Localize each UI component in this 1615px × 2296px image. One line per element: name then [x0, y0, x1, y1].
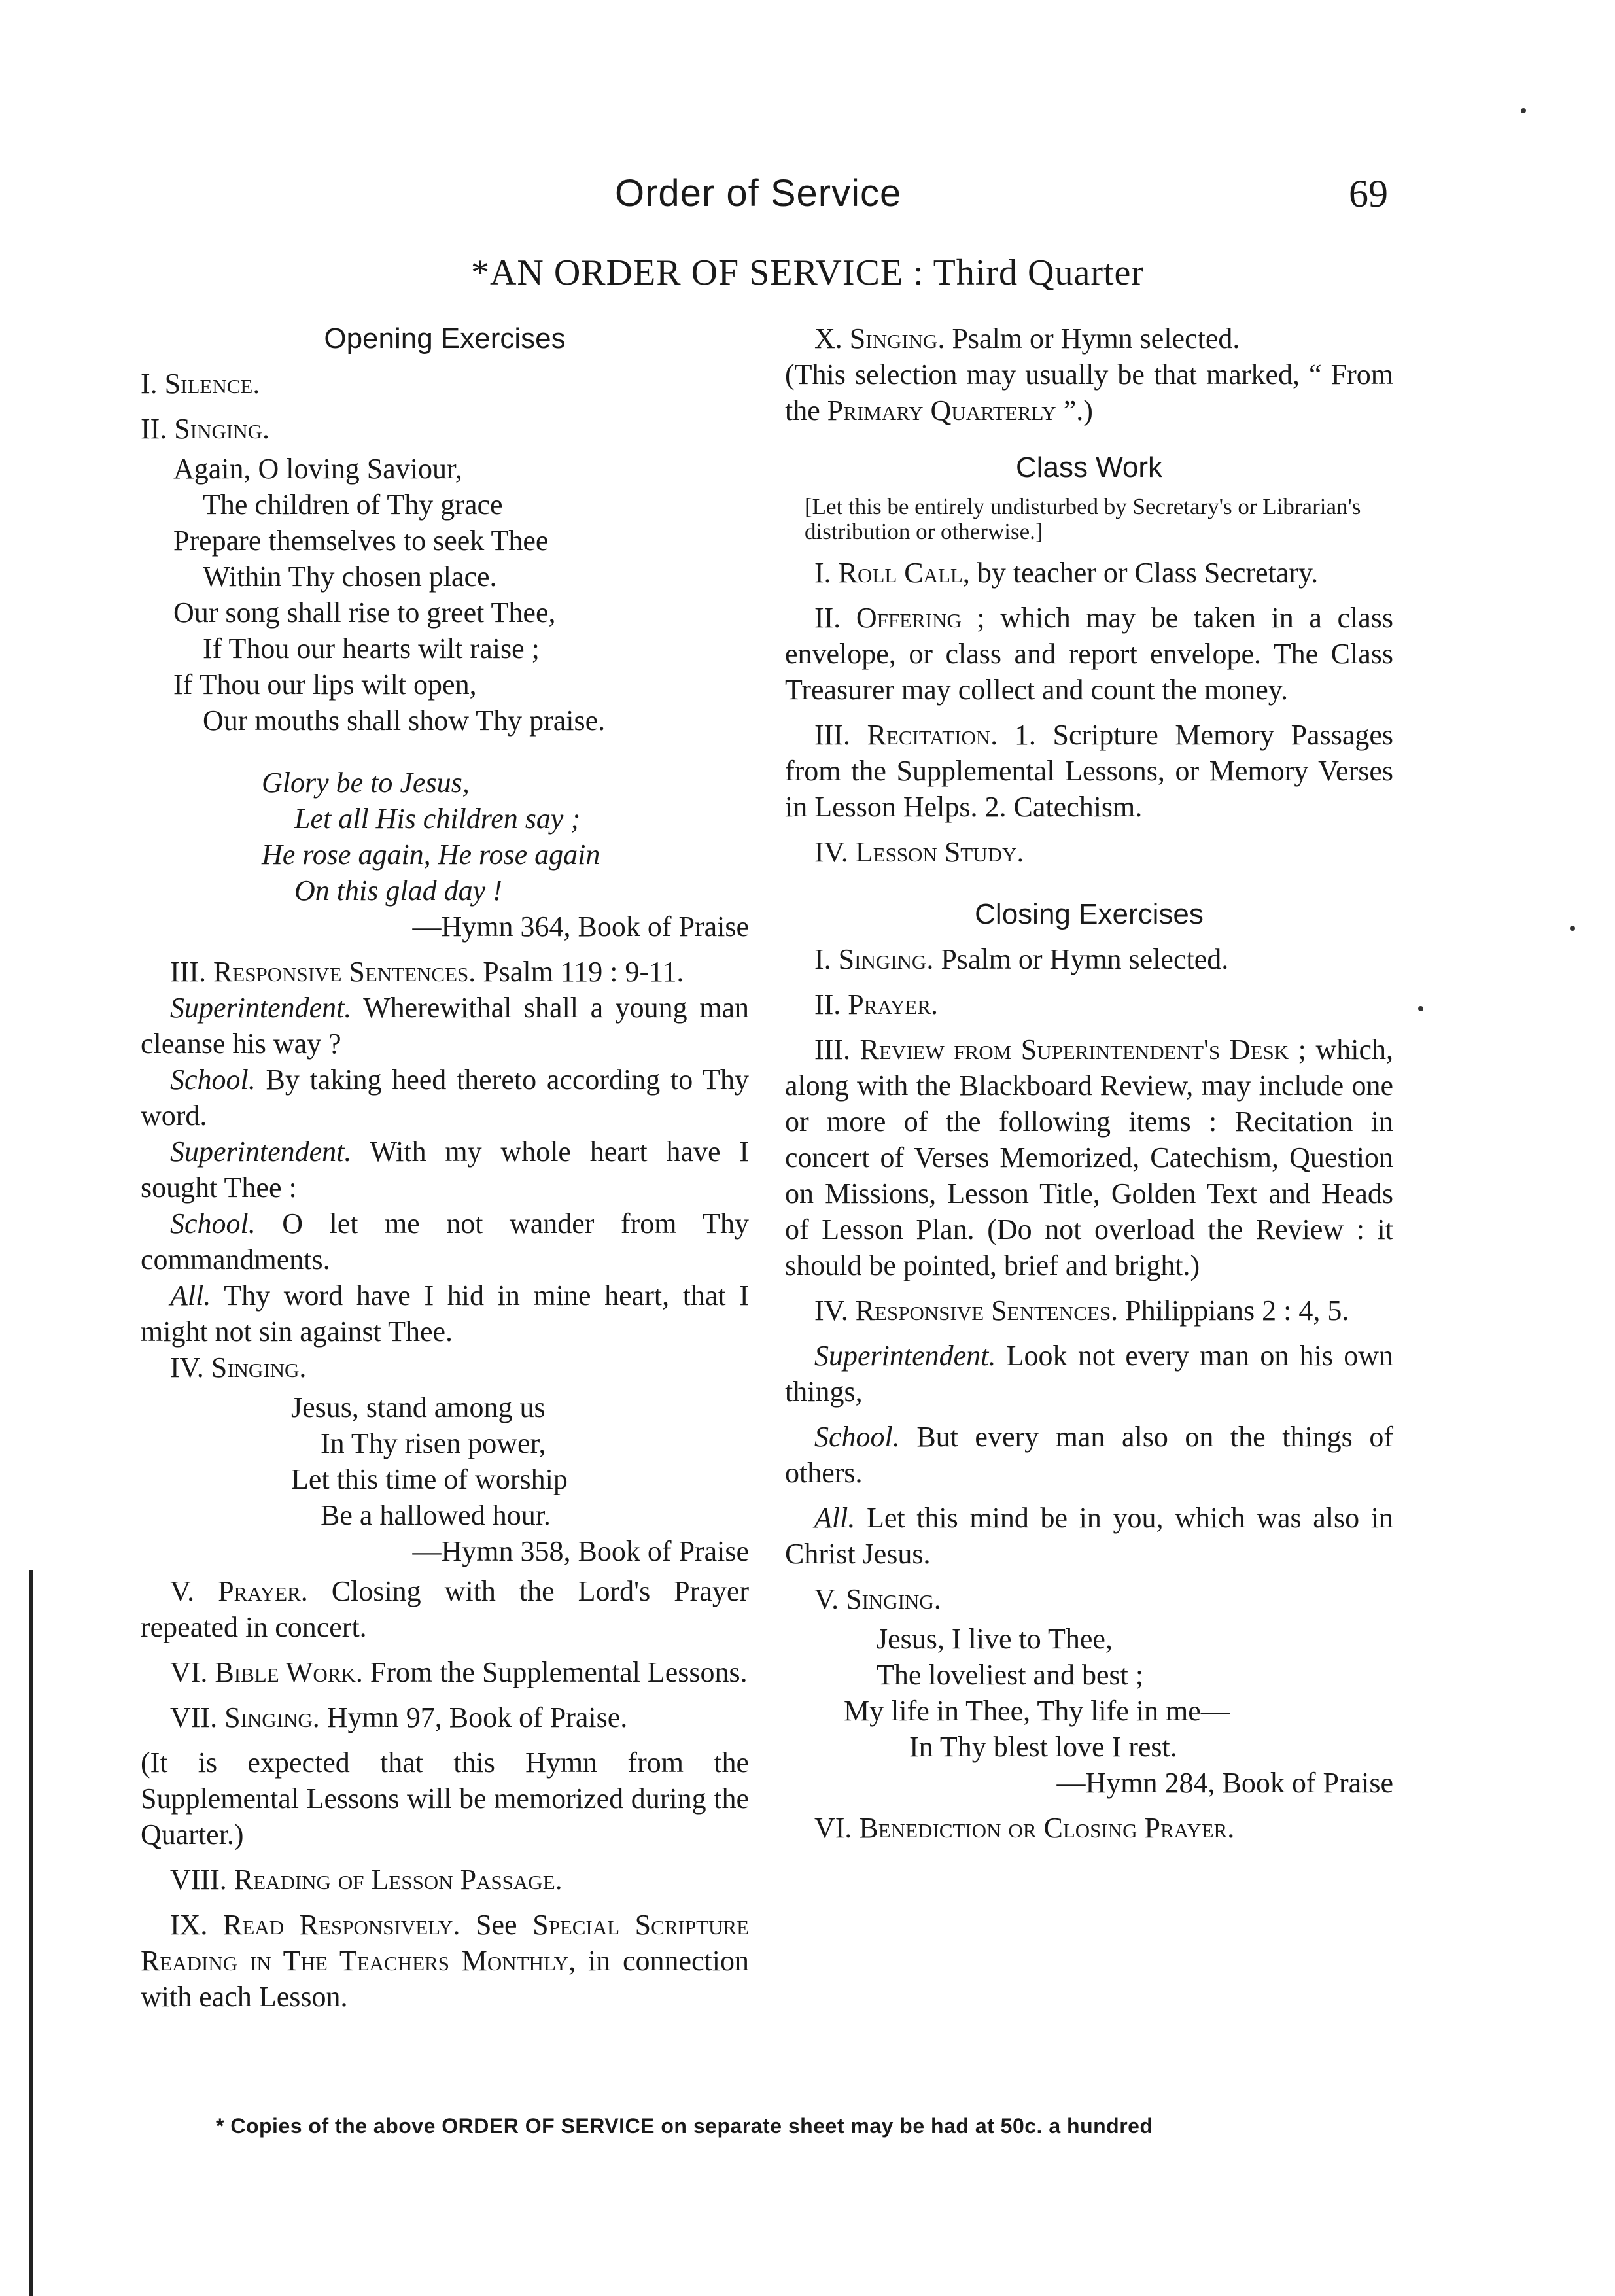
chorus-line: He rose again, He rose again	[262, 839, 600, 871]
hymn-line: The children of Thy grace	[203, 489, 503, 521]
item-text: in connection with each Lesson.	[141, 1945, 749, 2013]
hymn-line: Jesus, I live to Thee,	[877, 1623, 1113, 1655]
item-label: IV. Responsive Sentences.	[814, 1295, 1119, 1327]
scripture-reference: Psalm 119 : 9-11.	[483, 956, 684, 988]
closing-exercises-heading: Closing Exercises	[975, 898, 1204, 930]
hymn-attribution: —Hymn 358, Book of Praise	[412, 1535, 749, 1567]
item-recitation	[785, 717, 1393, 825]
responsive-line	[141, 990, 749, 1062]
item-singing: II. Singing.	[141, 413, 269, 445]
item-reading: VIII. Reading of Lesson Passage.	[170, 1864, 563, 1896]
class-work-heading: Class Work	[1015, 451, 1163, 483]
item-singing-x	[785, 321, 1393, 357]
item-singing-iv: IV. Singing.	[170, 1351, 307, 1383]
item-text: Hymn 97, Book of Praise.	[326, 1701, 628, 1733]
item-text: Psalm or Hymn selected.	[941, 943, 1229, 975]
hymn-line: Our mouths shall show Thy praise.	[203, 704, 606, 737]
responsive-line	[785, 1338, 1393, 1410]
response-text: Look not every man on his own things,	[785, 1340, 1393, 1408]
item-closing-prayer: II. Prayer.	[814, 988, 938, 1020]
chorus-line: On this glad day !	[294, 875, 502, 907]
hymn-line: Within Thy chosen place.	[203, 561, 497, 593]
response-text: Wherewithal shall a young man cleanse his way ?	[141, 992, 749, 1060]
item-text: which may be taken in a class envelope, or class and report envelope. The Class Treasurer may collect and count the money.	[785, 602, 1394, 706]
note-text: ”.)	[1063, 394, 1093, 426]
speaker: All.	[814, 1502, 856, 1534]
item-bible-work	[141, 1654, 749, 1690]
response-text: Thy word have I hid in mine heart, that I might not sin against Thee.	[141, 1279, 749, 1348]
speaker: All.	[170, 1279, 211, 1312]
hymn-line: Be a hallowed hour.	[321, 1499, 551, 1531]
item-roll-call	[785, 555, 1393, 591]
speaker: Superintendent.	[170, 992, 352, 1024]
scripture-reference: Philippians 2 : 4, 5.	[1125, 1295, 1349, 1327]
hymn-line: Again, O loving Saviour,	[173, 453, 462, 485]
item-text: See	[475, 1909, 517, 1941]
item-text: Psalm or Hymn selected.	[952, 322, 1240, 355]
item-label: III. Recitation.	[814, 719, 998, 751]
hymn-line: In Thy risen power,	[321, 1427, 546, 1459]
hymn-line: If Thou our lips wilt open,	[173, 669, 477, 701]
hymn-line: My life in Thee, Thy life in me—	[844, 1695, 1230, 1727]
hymn-line: Let this time of worship	[291, 1463, 568, 1495]
item-label: X. Singing.	[814, 322, 945, 355]
item-silence: I. Silence.	[141, 368, 260, 400]
left-column	[141, 321, 749, 2015]
response-text: With my whole heart have I sought Thee :	[141, 1136, 749, 1204]
hymn-1-chorus	[141, 765, 749, 909]
opening-exercises-heading: Opening Exercises	[324, 322, 566, 355]
item-responsive-sentences	[141, 954, 749, 990]
item-singing-vii	[141, 1699, 749, 1735]
item-text: Closing with the Lord's Prayer repeated in concert.	[141, 1575, 750, 1643]
page-number: 69	[1349, 172, 1388, 215]
item-label: III. Responsive Sentences.	[170, 956, 476, 988]
item-benediction: VI. Benediction or Closing Prayer.	[814, 1812, 1235, 1844]
response-text: Let this mind be in you, which was also in Christ Jesus.	[785, 1502, 1394, 1570]
item-offering	[785, 600, 1393, 708]
speaker: Superintendent.	[814, 1340, 996, 1372]
item-label: IX. Read Responsively.	[170, 1909, 460, 1941]
item-review	[785, 1032, 1393, 1283]
hymn-line: Our song shall rise to greet Thee,	[173, 597, 556, 629]
chorus-line: Let all His children say ;	[294, 803, 581, 835]
speaker: School.	[170, 1064, 256, 1096]
class-work-note: [Let this be entirely undisturbed by Secretary's or Librarian's distribution or otherwise.]	[805, 494, 1361, 544]
item-read-responsively	[141, 1907, 749, 2015]
item-lesson-study: IV. Lesson Study.	[814, 836, 1024, 868]
speaker: Superintendent.	[170, 1136, 352, 1168]
item-label: V. Prayer.	[170, 1575, 308, 1607]
item-closing-singing	[785, 941, 1393, 977]
item-closing-responsive	[785, 1293, 1393, 1329]
hymn-2	[141, 1389, 749, 1533]
publication-reference: Primary Quarterly	[827, 394, 1056, 426]
speaker: School.	[170, 1208, 256, 1240]
selection-note	[785, 357, 1393, 428]
responsive-line	[141, 1062, 749, 1134]
item-label: VI. Bible Work.	[170, 1656, 363, 1688]
hymn-note: (It is expected that this Hymn from the Supplemental Lessons will be memorized during the Quarter.)	[141, 1747, 749, 1851]
hymn-line: If Thou our hearts wilt raise ;	[203, 633, 540, 665]
scan-edge-mark	[29, 1570, 33, 2296]
scan-speck	[1418, 1006, 1423, 1011]
responsive-line	[141, 1206, 749, 1278]
hymn-1	[141, 451, 749, 739]
hymn-line: Jesus, stand among us	[291, 1391, 546, 1423]
chorus-line: Glory be to Jesus,	[262, 767, 470, 799]
item-text: by teacher or Class Secretary.	[977, 557, 1319, 589]
responsive-line	[141, 1278, 749, 1349]
scan-speck	[1521, 108, 1526, 113]
response-text: By taking heed thereto according to Thy word.	[141, 1064, 749, 1132]
item-label: II. Offering ;	[814, 602, 985, 634]
scan-speck	[1570, 926, 1575, 931]
item-text: From the Supplemental Lessons.	[370, 1656, 748, 1688]
item-label: I. Roll Call,	[814, 557, 970, 589]
right-column	[785, 321, 1393, 1846]
responsive-line	[141, 1134, 749, 1206]
item-label: VII. Singing.	[170, 1701, 320, 1733]
response-text: But every man also on the things of others.	[785, 1421, 1393, 1489]
item-label: I. Singing.	[814, 943, 934, 975]
item-label: III. Review from Superintendent's Desk ;	[814, 1034, 1306, 1066]
speaker: School.	[814, 1421, 900, 1453]
item-closing-singing-v: V. Singing.	[814, 1583, 941, 1615]
hymn-3	[785, 1621, 1393, 1765]
item-text: 1. Scripture Memory Passages from the Supplemental Lessons, or Memory Verses in Lesson Helps. 2. Catechism.	[785, 719, 1393, 823]
responsive-line	[785, 1419, 1393, 1491]
hymn-line: Prepare themselves to seek Thee	[173, 525, 549, 557]
item-prayer	[141, 1573, 749, 1645]
hymn-attribution: —Hymn 364, Book of Praise	[412, 911, 749, 943]
item-text: which, along with the Blackboard Review, may include one or more of the following items : Recitation in concert of Verses Memorized, Catechism, Question on Missions, Lesson Title, Golden Text and Heads of Lesson Plan. (Do not overload the Review : it should be pointed, brief and bright.)	[785, 1034, 1394, 1281]
running-header: Order of Service	[615, 172, 902, 215]
hymn-line: In Thy blest love I rest.	[909, 1731, 1177, 1763]
footnote: * Copies of the above ORDER OF SERVICE on separate sheet may be had at 50c. a hundred	[216, 2114, 1153, 2138]
publication-reference: Special Scripture Reading in The Teachers Monthly,	[141, 1909, 750, 1977]
note-text: (This selection may usually be that marked, “ From the	[785, 358, 1393, 426]
hymn-attribution: —Hymn 284, Book of Praise	[1056, 1767, 1393, 1799]
hymn-line: The loveliest and best ;	[877, 1659, 1144, 1691]
page-title: *AN ORDER OF SERVICE : Third Quarter	[470, 252, 1145, 293]
response-text: O let me not wander from Thy commandments.	[141, 1208, 749, 1276]
responsive-line	[785, 1500, 1393, 1572]
